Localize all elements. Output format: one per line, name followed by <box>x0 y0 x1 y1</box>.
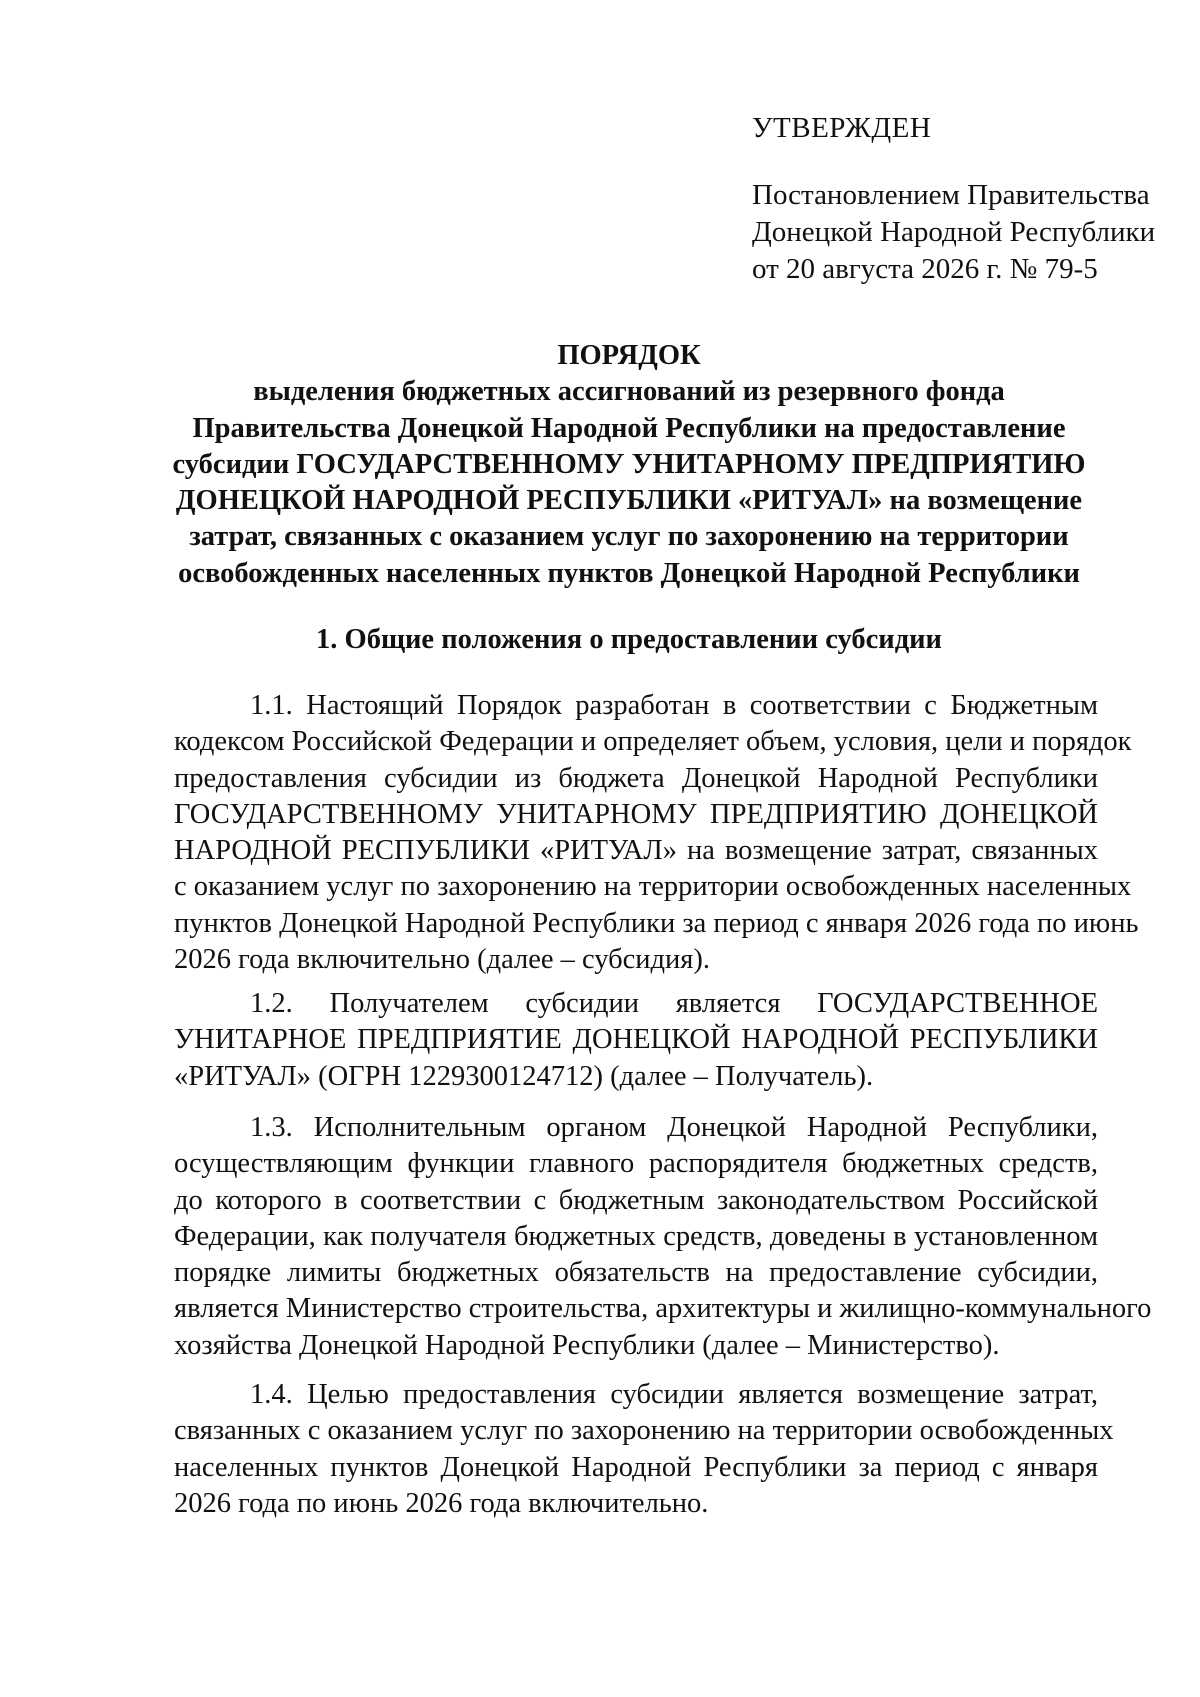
paragraph-1-4 <box>174 1377 1114 1522</box>
paragraph-line: предоставления субсидии из бюджета Донецкой Народной Республики <box>174 762 1098 794</box>
paragraph-line: связанных с оказанием услуг по захоронению на территории освобожденных <box>174 1415 1114 1447</box>
title-line: ПОРЯДОК <box>557 340 701 371</box>
approval-line: Постановлением Правительства <box>752 179 1150 211</box>
title-line: затрат, связанных с оказанием услуг по захоронению на территории <box>189 521 1069 553</box>
paragraph-line: 2026 года по июнь 2026 года включительно. <box>174 1487 709 1519</box>
paragraph-line: 1.4. Целью предоставления субсидии является возмещение затрат, <box>250 1379 1098 1410</box>
paragraph-line: кодексом Российской Федерации и определяет объем, условия, цели и порядок <box>174 726 1132 758</box>
paragraph-line: осуществляющим функции главного распорядителя бюджетных средств, <box>174 1148 1098 1180</box>
paragraph-line: 1.1. Настоящий Порядок разработан в соответствии с Бюджетным <box>250 690 1098 721</box>
paragraph-line: 1.2. Получателем субсидии является ГОСУДАРСТВЕННОЕ <box>250 988 1098 1019</box>
approval-line: от 20 августа 2026 г. № 79-5 <box>752 253 1098 285</box>
title-line: освобожденных населенных пунктов Донецкой Народной Республики <box>178 557 1080 589</box>
title-line: выделения бюджетных ассигнований из резервного фонда <box>253 376 1005 408</box>
approved-label: УТВЕРЖДЕН <box>752 112 932 144</box>
approval-line: Донецкой Народной Республики <box>752 216 1156 248</box>
paragraph-line: является Министерство строительства, архитектуры и жилищно-коммунального <box>174 1293 1152 1325</box>
paragraph-line: пунктов Донецкой Народной Республики за период с января 2026 года по июнь <box>174 907 1139 939</box>
paragraph-line: «РИТУАЛ» (ОГРН 1229300124712) (далее – Получатель). <box>174 1060 874 1092</box>
title-line: субсидии ГОСУДАРСТВЕННОМУ УНИТАРНОМУ ПРЕДПРИЯТИЮ <box>172 448 1086 480</box>
approval-stamp <box>752 110 1172 288</box>
paragraph-line: порядке лимиты бюджетных обязательств на предоставление субсидии, <box>174 1257 1098 1289</box>
paragraph-line: хозяйства Донецкой Народной Республики (далее – Министерство). <box>174 1329 1000 1361</box>
paragraph-line: ГОСУДАРСТВЕННОМУ УНИТАРНОМУ ПРЕДПРИЯТИЮ ДОНЕЦКОЙ <box>174 798 1098 830</box>
paragraph-line: 2026 года включительно (далее – субсидия). <box>174 944 711 976</box>
paragraph-line: до которого в соответствии с бюджетным законодательством Российской <box>174 1184 1098 1216</box>
paragraph-1-1 <box>174 688 1139 978</box>
title-line: Правительства Донецкой Народной Республики на предоставление <box>192 412 1066 444</box>
paragraph-line: с оказанием услуг по захоронению на территории освобожденных населенных <box>174 871 1132 903</box>
paragraph-line: Федерации, как получателя бюджетных средств, доведены в установленном <box>174 1220 1098 1252</box>
section-heading: 1. Общие положения о предоставлении субсидии <box>316 624 942 655</box>
document-title <box>160 338 1098 592</box>
paragraph-line: 1.3. Исполнительным органом Донецкой Народной Республики, <box>250 1112 1098 1143</box>
paragraph-1-2 <box>174 986 1098 1095</box>
paragraph-line: населенных пунктов Донецкой Народной Республики за период с января <box>174 1451 1098 1483</box>
title-line: ДОНЕЦКОЙ НАРОДНОЙ РЕСПУБЛИКИ «РИТУАЛ» на возмещение <box>175 485 1083 517</box>
paragraph-line: НАРОДНОЙ РЕСПУБЛИКИ «РИТУАЛ» на возмещение затрат, связанных <box>174 835 1098 867</box>
paragraph-line: УНИТАРНОЕ ПРЕДПРИЯТИЕ ДОНЕЦКОЙ НАРОДНОЙ РЕСПУБЛИКИ <box>174 1024 1098 1056</box>
paragraph-1-3 <box>174 1110 1152 1364</box>
